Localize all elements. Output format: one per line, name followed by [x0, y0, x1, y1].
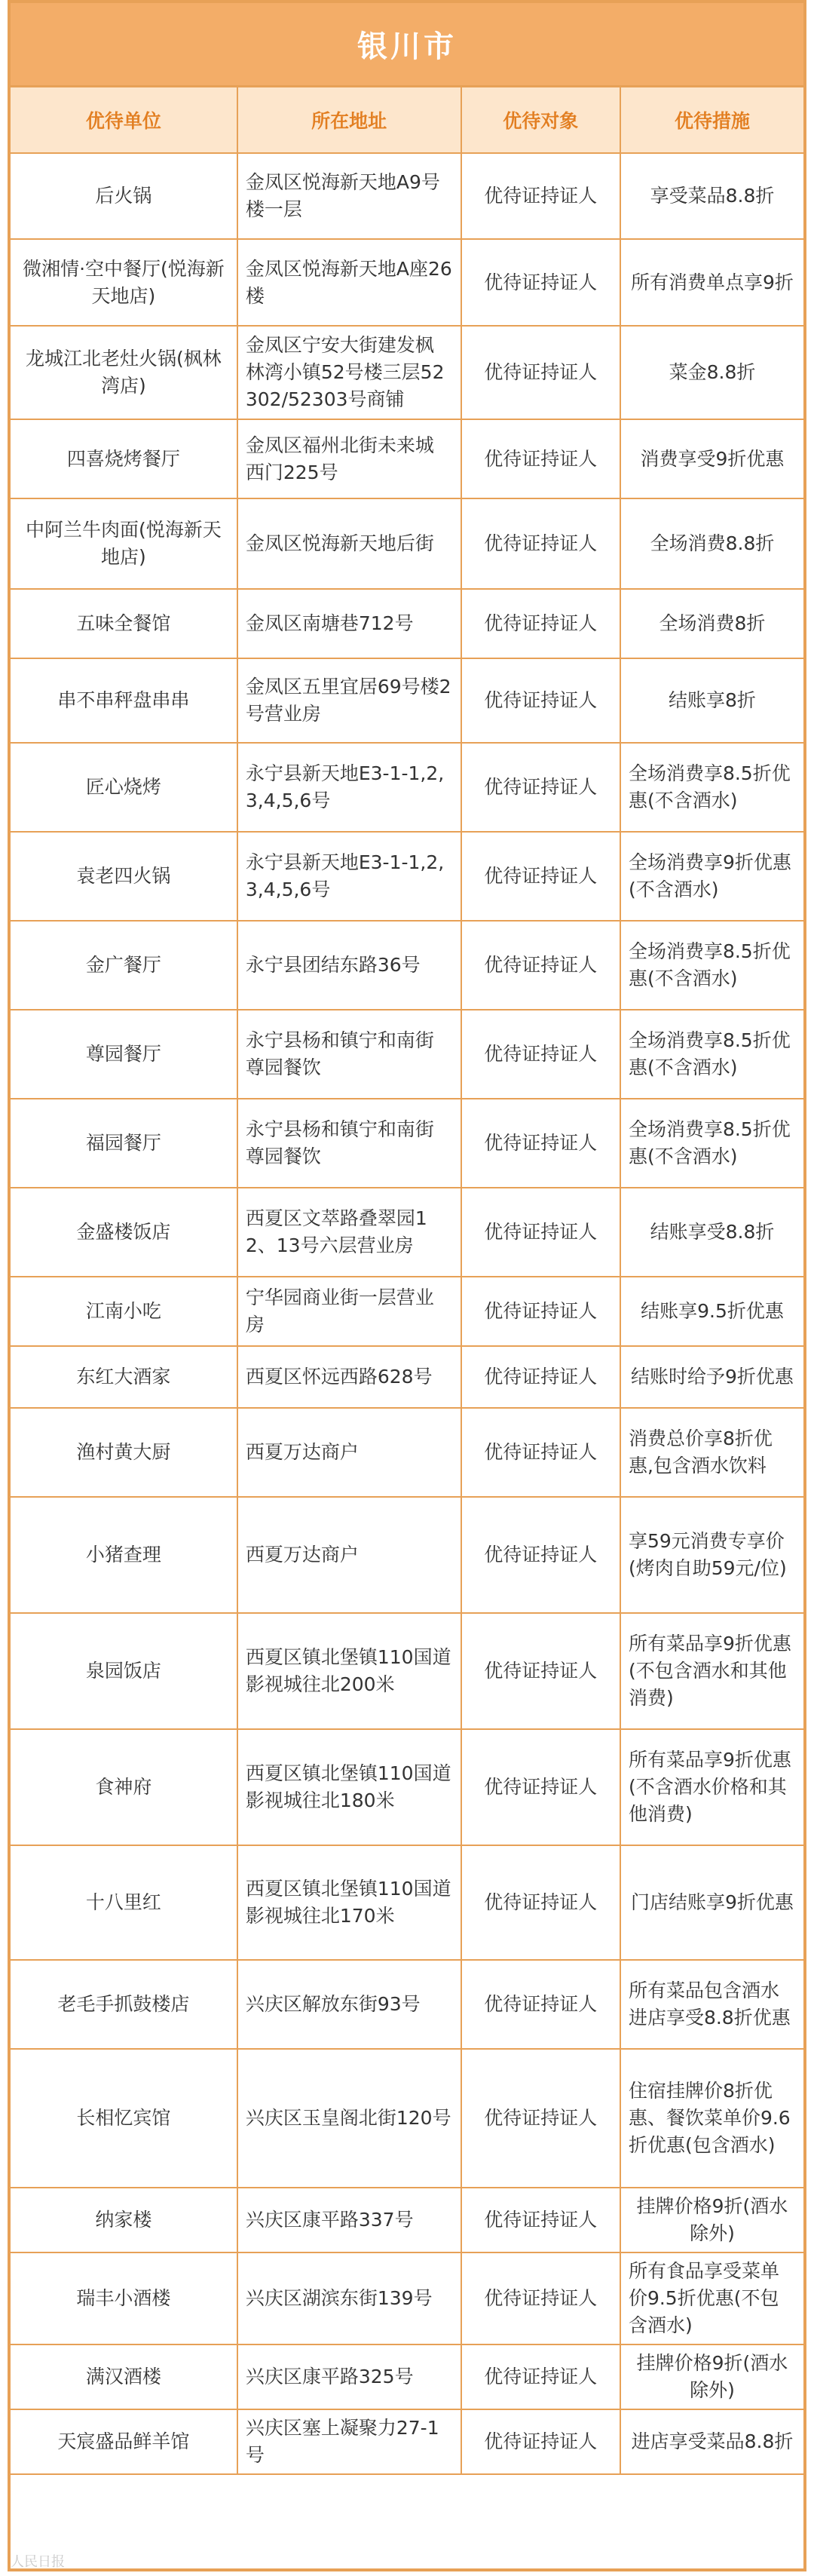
cell-offer: 全场消费享8.5折优惠(不含酒水)	[620, 743, 803, 832]
benefits-table	[11, 87, 803, 2475]
cell-target: 优待证持证人	[461, 743, 620, 832]
cell-target: 优待证持证人	[461, 658, 620, 743]
cell-unit-name: 尊园餐厅	[11, 1010, 237, 1099]
table-row	[11, 239, 803, 326]
table-row	[11, 1277, 803, 1346]
cell-address: 兴庆区康平路325号	[237, 2344, 461, 2409]
cell-target: 优待证持证人	[461, 1010, 620, 1099]
cell-unit-name: 瑞丰小酒楼	[11, 2252, 237, 2344]
cell-offer: 门店结账享9折优惠	[620, 1845, 803, 1960]
cell-unit-name: 龙城江北老灶火锅(枫林湾店)	[11, 326, 237, 419]
cell-unit-name: 食神府	[11, 1729, 237, 1845]
cell-target: 优待证持证人	[461, 1099, 620, 1188]
cell-unit-name: 中阿兰牛肉面(悦海新天地店)	[11, 498, 237, 589]
cell-address: 宁华园商业街一层营业房	[237, 1277, 461, 1346]
cell-address: 金凤区南塘巷712号	[237, 589, 461, 658]
cell-unit-name: 老毛手抓鼓楼店	[11, 1960, 237, 2049]
cell-address: 金凤区悦海新天地A9号楼一层	[237, 153, 461, 239]
cell-address: 永宁县新天地E3-1-1,2,3,4,5,6号	[237, 832, 461, 921]
cell-address: 兴庆区玉皇阁北街120号	[237, 2049, 461, 2188]
cell-offer: 进店享受菜品8.8折	[620, 2409, 803, 2474]
cell-address: 西夏万达商户	[237, 1408, 461, 1497]
cell-target: 优待证持证人	[461, 2344, 620, 2409]
cell-offer: 住宿挂牌价8折优惠、餐饮菜单价9.6折优惠(包含酒水)	[620, 2049, 803, 2188]
cell-target: 优待证持证人	[461, 1408, 620, 1497]
cell-address: 永宁县新天地E3-1-1,2,3,4,5,6号	[237, 743, 461, 832]
cell-offer: 全场消费享8.5折优惠(不含酒水)	[620, 1010, 803, 1099]
table-body	[11, 153, 803, 2474]
table-row	[11, 1845, 803, 1960]
cell-target: 优待证持证人	[461, 419, 620, 498]
table-row	[11, 2049, 803, 2188]
table-row	[11, 2344, 803, 2409]
cell-offer: 全场消费享9折优惠(不含酒水)	[620, 832, 803, 921]
cell-offer: 结账享受8.8折	[620, 1188, 803, 1277]
cell-offer: 结账享8折	[620, 658, 803, 743]
cell-address: 兴庆区康平路337号	[237, 2188, 461, 2252]
cell-offer: 结账享9.5折优惠	[620, 1277, 803, 1346]
header-unit: 优待单位	[11, 87, 237, 153]
cell-unit-name: 金盛楼饭店	[11, 1188, 237, 1277]
cell-offer: 消费享受9折优惠	[620, 419, 803, 498]
table-row	[11, 1729, 803, 1845]
cell-unit-name: 小猪查理	[11, 1497, 237, 1613]
cell-offer: 全场消费8折	[620, 589, 803, 658]
cell-unit-name: 金广餐厅	[11, 921, 237, 1010]
cell-target: 优待证持证人	[461, 1729, 620, 1845]
cell-address: 永宁县杨和镇宁和南街尊园餐饮	[237, 1099, 461, 1188]
cell-offer: 全场消费享8.5折优惠(不含酒水)	[620, 1099, 803, 1188]
cell-target: 优待证持证人	[461, 2049, 620, 2188]
cell-unit-name: 渔村黄大厨	[11, 1408, 237, 1497]
table-row	[11, 1960, 803, 2049]
cell-target: 优待证持证人	[461, 2188, 620, 2252]
cell-address: 永宁县杨和镇宁和南街尊园餐饮	[237, 1010, 461, 1099]
cell-offer: 所有消费单点享9折	[620, 239, 803, 326]
table-row	[11, 743, 803, 832]
cell-target: 优待证持证人	[461, 1613, 620, 1729]
city-title-bar	[11, 3, 803, 87]
cell-target: 优待证持证人	[461, 832, 620, 921]
table-row	[11, 658, 803, 743]
cell-offer: 所有菜品享9折优惠(不含酒水价格和其他消费)	[620, 1729, 803, 1845]
cell-address: 西夏区怀远西路628号	[237, 1346, 461, 1408]
cell-unit-name: 泉园饭店	[11, 1613, 237, 1729]
cell-offer: 所有菜品享9折优惠(不包含酒水和其他消费)	[620, 1613, 803, 1729]
cell-unit-name: 十八里红	[11, 1845, 237, 1960]
table-row	[11, 2252, 803, 2344]
cell-address: 西夏万达商户	[237, 1497, 461, 1613]
cell-target: 优待证持证人	[461, 2252, 620, 2344]
table-row	[11, 419, 803, 498]
cell-offer: 挂牌价格9折(酒水除外)	[620, 2188, 803, 2252]
cell-target: 优待证持证人	[461, 1845, 620, 1960]
table-header-row	[11, 87, 803, 153]
cell-offer: 所有菜品包含酒水进店享受8.8折优惠	[620, 1960, 803, 2049]
cell-address: 兴庆区解放东街93号	[237, 1960, 461, 2049]
cell-target: 优待证持证人	[461, 153, 620, 239]
cell-target: 优待证持证人	[461, 1497, 620, 1613]
table-row	[11, 153, 803, 239]
cell-address: 金凤区五里宜居69号楼2号营业房	[237, 658, 461, 743]
cell-target: 优待证持证人	[461, 326, 620, 419]
cell-offer: 全场消费8.8折	[620, 498, 803, 589]
table-row	[11, 589, 803, 658]
cell-unit-name: 四喜烧烤餐厅	[11, 419, 237, 498]
cell-offer: 挂牌价格9折(酒水除外)	[620, 2344, 803, 2409]
table-row	[11, 1613, 803, 1729]
cell-target: 优待证持证人	[461, 1960, 620, 2049]
cell-unit-name: 江南小吃	[11, 1277, 237, 1346]
cell-target: 优待证持证人	[461, 498, 620, 589]
table-row	[11, 2409, 803, 2474]
cell-unit-name: 天宸盛品鲜羊馆	[11, 2409, 237, 2474]
cell-target: 优待证持证人	[461, 1277, 620, 1346]
cell-address: 金凤区福州北街未来城西门225号	[237, 419, 461, 498]
cell-address: 兴庆区塞上凝聚力27-1号	[237, 2409, 461, 2474]
table-row	[11, 1099, 803, 1188]
watermark: 人民日报	[11, 2554, 65, 2570]
cell-address: 金凤区悦海新天地A座26楼	[237, 239, 461, 326]
cell-unit-name: 满汉酒楼	[11, 2344, 237, 2409]
cell-address: 金凤区宁安大街建发枫林湾小镇52号楼三层52302/52303号商铺	[237, 326, 461, 419]
cell-offer: 全场消费享8.5折优惠(不含酒水)	[620, 921, 803, 1010]
cell-target: 优待证持证人	[461, 1346, 620, 1408]
cell-address: 西夏区镇北堡镇110国道影视城往北200米	[237, 1613, 461, 1729]
table-row	[11, 1188, 803, 1277]
header-address: 所在地址	[237, 87, 461, 153]
table-row	[11, 1010, 803, 1099]
table-row	[11, 1346, 803, 1408]
table-row	[11, 1408, 803, 1497]
cell-unit-name: 后火锅	[11, 153, 237, 239]
benefits-table-card	[8, 0, 806, 2571]
cell-unit-name: 长相忆宾馆	[11, 2049, 237, 2188]
table-row	[11, 1497, 803, 1613]
cell-offer: 消费总价享8折优惠,包含酒水饮料	[620, 1408, 803, 1497]
cell-target: 优待证持证人	[461, 589, 620, 658]
cell-unit-name: 五味全餐馆	[11, 589, 237, 658]
cell-target: 优待证持证人	[461, 1188, 620, 1277]
table-row	[11, 921, 803, 1010]
table-row	[11, 326, 803, 419]
table-row	[11, 832, 803, 921]
cell-address: 西夏区文萃路叠翠园12、13号六层营业房	[237, 1188, 461, 1277]
city-title: 银川市	[357, 29, 457, 64]
header-offer: 优待措施	[620, 87, 803, 153]
cell-offer: 菜金8.8折	[620, 326, 803, 419]
cell-offer: 结账时给予9折优惠	[620, 1346, 803, 1408]
cell-unit-name: 袁老四火锅	[11, 832, 237, 921]
cell-unit-name: 福园餐厅	[11, 1099, 237, 1188]
cell-offer: 享59元消费专享价(烤肉自助59元/位)	[620, 1497, 803, 1613]
cell-unit-name: 纳家楼	[11, 2188, 237, 2252]
cell-unit-name: 微湘情·空中餐厅(悦海新天地店)	[11, 239, 237, 326]
cell-address: 金凤区悦海新天地后街	[237, 498, 461, 589]
cell-offer: 所有食品享受菜单价9.5折优惠(不包含酒水)	[620, 2252, 803, 2344]
cell-offer: 享受菜品8.8折	[620, 153, 803, 239]
header-target: 优待对象	[461, 87, 620, 153]
cell-unit-name: 匠心烧烤	[11, 743, 237, 832]
cell-address: 西夏区镇北堡镇110国道影视城往北180米	[237, 1729, 461, 1845]
cell-target: 优待证持证人	[461, 921, 620, 1010]
table-row	[11, 2188, 803, 2252]
table-row	[11, 498, 803, 589]
cell-target: 优待证持证人	[461, 239, 620, 326]
cell-unit-name: 串不串秤盘串串	[11, 658, 237, 743]
cell-address: 西夏区镇北堡镇110国道影视城往北170米	[237, 1845, 461, 1960]
cell-address: 永宁县团结东路36号	[237, 921, 461, 1010]
cell-target: 优待证持证人	[461, 2409, 620, 2474]
cell-unit-name: 东红大酒家	[11, 1346, 237, 1408]
cell-address: 兴庆区湖滨东街139号	[237, 2252, 461, 2344]
